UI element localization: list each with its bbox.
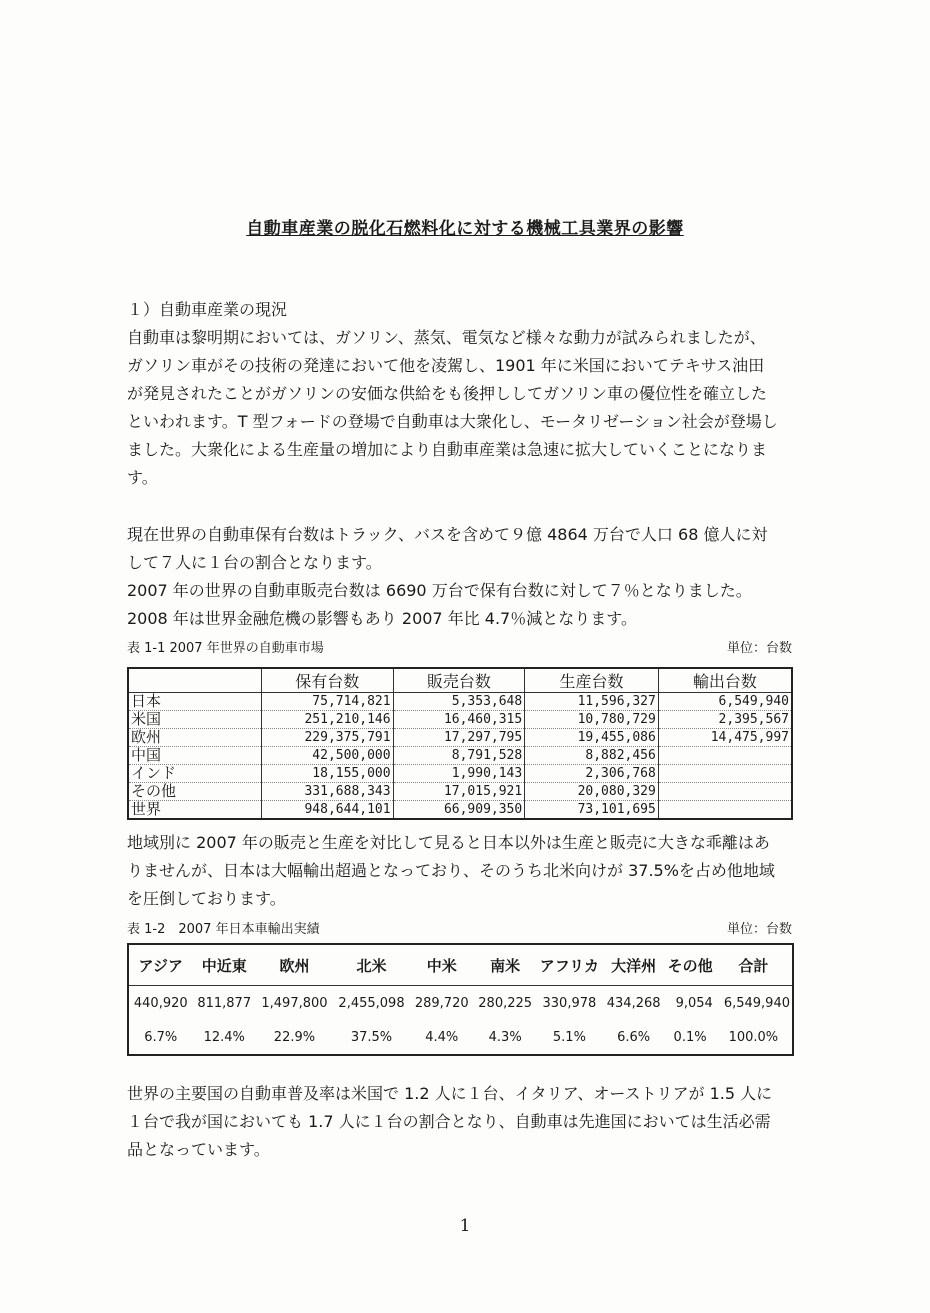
column-header: 欧州	[256, 944, 333, 986]
section-1-paragraph	[127, 296, 802, 492]
table-cell: 4.4%	[425, 1029, 459, 1045]
column-header: 中近東	[193, 944, 256, 986]
text-line: ました。大衆化による生産量の増加により自動車産業は急速に拡大していくことになりま	[127, 440, 768, 459]
table-1-unit: 単位：台数	[726, 641, 792, 656]
table-2-title: 表 1-2 2007 年日本車輸出実績	[127, 922, 320, 937]
table-header-row	[128, 668, 792, 693]
table-cell: 440,920	[133, 995, 188, 1011]
column-header: 中米	[410, 944, 473, 986]
table-cell: 331,688,343	[261, 783, 393, 801]
table-1-caption	[127, 637, 792, 656]
table-cell: 6,549,940	[658, 693, 792, 711]
table-row	[128, 747, 792, 765]
text-line: ガソリン車がその技術の発達において他を凌駕し、1901 年に米国においてテキサス油田	[127, 356, 765, 375]
column-header: アフリカ	[537, 944, 602, 986]
column-header	[128, 668, 261, 693]
table-cell: 1,497,800	[261, 995, 328, 1011]
table-row	[128, 711, 792, 729]
table-cell: 18,155,000	[261, 765, 393, 783]
table-cell: 434,268	[606, 995, 661, 1011]
table-row	[128, 693, 792, 711]
table-row	[128, 801, 792, 820]
row-label: インド	[128, 765, 261, 783]
text-line: を圧倒しております。	[127, 889, 286, 908]
table-cell: 19,455,086	[525, 729, 659, 747]
table-cell: 8,791,528	[393, 747, 525, 765]
row-label: 世界	[128, 801, 261, 820]
table-cell: 2,395,567	[658, 711, 792, 729]
table-cell: 9,054	[675, 995, 713, 1011]
column-header: 販売台数	[393, 668, 525, 693]
table-cell: 2,306,768	[525, 765, 659, 783]
table-cell: 6,549,940	[723, 995, 790, 1011]
table-cell: 14,475,997	[658, 729, 792, 747]
table-cell: 66,909,350	[393, 801, 525, 820]
table-cell: 280,225	[478, 995, 533, 1011]
table-cell: 12.4%	[203, 1029, 245, 1045]
table-cell	[658, 765, 792, 783]
text-line: 自動車は黎明期においては、ガソリン、蒸気、電気など様々な動力が試みられましたが、	[127, 328, 766, 347]
table-cell: 229,375,791	[261, 729, 393, 747]
table-cell: 8,882,456	[525, 747, 659, 765]
row-label: 日本	[128, 693, 261, 711]
column-header: 輸出台数	[658, 668, 792, 693]
column-header: その他	[665, 944, 714, 986]
page-number: 1	[459, 1216, 471, 1236]
table-cell: 811,877	[197, 995, 252, 1011]
japan-export-table	[127, 943, 794, 1056]
table-cell: 20,080,329	[525, 783, 659, 801]
text-line: 地域別に 2007 年の販売と生産を対比して見ると日本以外は生産と販売に大きな乖離はあ	[127, 833, 770, 852]
row-label: その他	[128, 783, 261, 801]
table-cell	[658, 801, 792, 820]
table-cell: 100.0%	[728, 1029, 779, 1045]
column-header: 南米	[473, 944, 536, 986]
table-row	[128, 783, 792, 801]
table-2-caption	[127, 918, 792, 937]
table-cell: 75,714,821	[261, 693, 393, 711]
table-cell: 251,210,146	[261, 711, 393, 729]
text-line: １台で我が国においても 1.7 人に１台の割合となり、自動車は先進国においては生活必需	[127, 1112, 771, 1131]
column-header: 保有台数	[261, 668, 393, 693]
table-2-unit: 単位：台数	[726, 922, 792, 937]
text-line: といわれます。T 型フォードの登場で自動車は大衆化し、モータリゼーション社会が登場し	[127, 412, 778, 431]
table-row-counts	[128, 986, 793, 1021]
column-header: アジア	[128, 944, 193, 986]
table-cell: 22.9%	[273, 1029, 316, 1045]
paragraph-ownership-rate	[127, 1080, 802, 1164]
table-header-row	[128, 944, 793, 986]
table-cell: 2,455,098	[338, 995, 405, 1011]
table-cell: 0.1%	[673, 1029, 707, 1045]
column-header: 大洋州	[602, 944, 665, 986]
table-cell: 42,500,000	[261, 747, 393, 765]
table-cell: 11,596,327	[525, 693, 659, 711]
column-header: 生産台数	[525, 668, 659, 693]
column-header: 北米	[333, 944, 410, 986]
text-line: 世界の主要国の自動車普及率は米国で 1.2 人に１台、イタリア、オーストリアが 1.5 人に	[127, 1084, 773, 1103]
text-line: １）自動車産業の現況	[127, 300, 288, 319]
table-cell: 330,978	[542, 995, 597, 1011]
text-line: 品となっています。	[127, 1140, 270, 1159]
row-label: 米国	[128, 711, 261, 729]
document-title: 自動車産業の脱化石燃料化に対する機械工具業界の影響	[246, 219, 684, 239]
table-cell	[658, 747, 792, 765]
text-line: 2007 年の世界の自動車販売台数は 6690 万台で保有台数に対して７％となりました。	[127, 581, 752, 600]
world-market-table	[127, 667, 793, 820]
table-cell: 17,297,795	[393, 729, 525, 747]
table-cell: 5.1%	[552, 1029, 586, 1045]
text-line: 現在世界の自動車保有台数はトラック、バスを含めて９億 4864 万台で人口 68 億人に対	[127, 525, 768, 544]
table-row-shares	[128, 1020, 793, 1055]
text-line: りませんが、日本は大幅輸出超過となっており、そのうち北米向けが 37.5%を占め他地域	[127, 861, 775, 880]
table-cell: 6.6%	[617, 1029, 651, 1045]
column-header: 合計	[715, 944, 793, 986]
table-cell: 289,720	[414, 995, 469, 1011]
table-cell: 17,015,921	[393, 783, 525, 801]
table-cell: 37.5%	[350, 1029, 393, 1045]
table-row	[128, 765, 792, 783]
table-row	[128, 729, 792, 747]
paragraph-regional-comparison	[127, 829, 802, 913]
table-cell: 5,353,648	[393, 693, 525, 711]
table-cell: 4.3%	[488, 1029, 522, 1045]
table-cell: 948,644,101	[261, 801, 393, 820]
table-1-title: 表 1-1 2007 年世界の自動車市場	[127, 641, 324, 656]
text-line: す。	[127, 468, 158, 487]
row-label: 欧州	[128, 729, 261, 747]
text-line: して７人に１台の割合となります。	[127, 553, 382, 572]
table-cell: 16,460,315	[393, 711, 525, 729]
text-line: 2008 年は世界金融危機の影響もあり 2007 年比 4.7％減となります。	[127, 609, 637, 628]
text-line: が発見されたことがガソリンの安価な供給をも後押ししてガソリン車の優位性を確立した	[127, 384, 768, 403]
table-cell: 1,990,143	[393, 765, 525, 783]
row-label: 中国	[128, 747, 261, 765]
paragraph-vehicle-stock	[127, 521, 802, 633]
table-cell: 73,101,695	[525, 801, 659, 820]
table-cell	[658, 783, 792, 801]
table-cell: 6.7%	[144, 1029, 178, 1045]
table-cell: 10,780,729	[525, 711, 659, 729]
